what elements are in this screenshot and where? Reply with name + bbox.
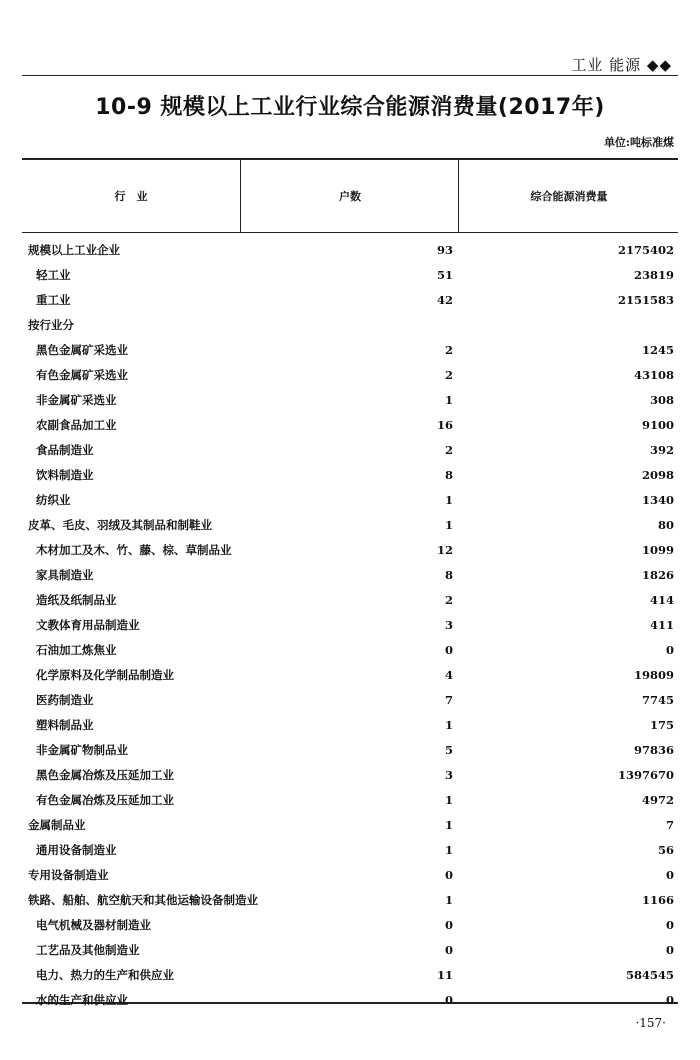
energy-consumption: 0 — [665, 868, 674, 882]
table-row — [22, 363, 678, 388]
table-row — [22, 738, 678, 763]
enterprise-count: 1 — [444, 818, 453, 832]
energy-consumption: 43108 — [633, 368, 674, 382]
column-header-energy: 综合能源消费量 — [458, 160, 679, 232]
table-row — [22, 488, 678, 513]
enterprise-count: 0 — [444, 868, 453, 882]
industry-name: 有色金属矿采选业 — [36, 368, 128, 382]
table-header — [22, 160, 678, 233]
industry-name: 规模以上工业企业 — [28, 243, 120, 257]
industry-name: 黑色金属矿采选业 — [36, 343, 128, 357]
column-header-count: 户数 — [240, 160, 459, 232]
energy-consumption: 7 — [665, 818, 674, 832]
enterprise-count: 8 — [444, 568, 453, 582]
table-row — [22, 263, 678, 288]
energy-consumption: 1245 — [641, 343, 674, 357]
enterprise-count: 1 — [444, 793, 453, 807]
table-row — [22, 513, 678, 538]
table-row — [22, 313, 678, 338]
enterprise-count: 2 — [444, 343, 453, 357]
energy-consumption: 1340 — [641, 493, 674, 507]
page-number: ·157· — [635, 1016, 666, 1030]
enterprise-count: 1 — [444, 843, 453, 857]
table-row — [22, 813, 678, 838]
enterprise-count: 3 — [444, 618, 453, 632]
table-body — [22, 238, 678, 1013]
table-row — [22, 763, 678, 788]
energy-consumption: 1099 — [641, 543, 674, 557]
industry-name: 按行业分 — [28, 318, 74, 332]
energy-consumption: 23819 — [633, 268, 674, 282]
table-row — [22, 588, 678, 613]
energy-consumption: 414 — [649, 593, 674, 607]
table-row — [22, 388, 678, 413]
industry-name: 医药制造业 — [36, 693, 94, 707]
industry-name: 纺织业 — [36, 493, 71, 507]
energy-consumption: 19809 — [633, 668, 674, 682]
energy-consumption: 2151583 — [617, 293, 674, 307]
industry-name: 家具制造业 — [36, 568, 94, 582]
energy-consumption: 392 — [649, 443, 674, 457]
industry-name: 金属制品业 — [28, 818, 86, 832]
industry-name: 塑料制品业 — [36, 718, 94, 732]
energy-consumption: 175 — [649, 718, 674, 732]
energy-consumption: 1826 — [641, 568, 674, 582]
data-table — [22, 158, 678, 1007]
table-row — [22, 288, 678, 313]
industry-name: 农副食品加工业 — [36, 418, 117, 432]
industry-name: 电力、热力的生产和供应业 — [36, 968, 174, 982]
table-row — [22, 688, 678, 713]
enterprise-count: 51 — [436, 268, 453, 282]
enterprise-count: 7 — [444, 693, 453, 707]
column-header-industry: 行 业 — [114, 190, 148, 203]
enterprise-count: 93 — [436, 243, 453, 257]
industry-name: 文教体育用品制造业 — [36, 618, 140, 632]
enterprise-count: 2 — [444, 593, 453, 607]
energy-consumption: 308 — [649, 393, 674, 407]
table-row — [22, 613, 678, 638]
industry-name: 木材加工及木、竹、藤、棕、草制品业 — [36, 543, 232, 557]
table-row — [22, 788, 678, 813]
industry-name: 电气机械及器材制造业 — [36, 918, 151, 932]
industry-name: 重工业 — [36, 293, 71, 307]
table-row — [22, 638, 678, 663]
enterprise-count: 1 — [444, 718, 453, 732]
header-rule — [22, 75, 678, 76]
industry-name: 轻工业 — [36, 268, 71, 282]
enterprise-count: 11 — [436, 968, 453, 982]
energy-consumption: 411 — [649, 618, 674, 632]
unit-label: 单位:吨标准煤 — [603, 136, 674, 149]
industry-name: 石油加工炼焦业 — [36, 643, 117, 657]
enterprise-count: 5 — [444, 743, 453, 757]
enterprise-count: 1 — [444, 518, 453, 532]
energy-consumption: 9100 — [641, 418, 674, 432]
energy-consumption: 0 — [665, 918, 674, 932]
industry-name: 铁路、船舶、航空航天和其他运输设备制造业 — [28, 893, 258, 907]
enterprise-count: 0 — [444, 993, 453, 1007]
industry-name: 工艺品及其他制造业 — [36, 943, 140, 957]
enterprise-count: 1 — [444, 393, 453, 407]
table-row — [22, 963, 678, 988]
table-row — [22, 663, 678, 688]
energy-consumption: 80 — [657, 518, 674, 532]
enterprise-count: 42 — [436, 293, 453, 307]
running-head: 工业 能源 ◆◆ — [571, 56, 672, 74]
energy-consumption: 4972 — [641, 793, 674, 807]
table-row — [22, 238, 678, 263]
enterprise-count: 4 — [444, 668, 453, 682]
industry-name: 黑色金属冶炼及压延加工业 — [36, 768, 174, 782]
energy-consumption: 0 — [665, 943, 674, 957]
table-row — [22, 463, 678, 488]
energy-consumption: 2175402 — [617, 243, 674, 257]
enterprise-count: 12 — [436, 543, 453, 557]
industry-name: 皮革、毛皮、羽绒及其制品和制鞋业 — [28, 518, 212, 532]
industry-name: 食品制造业 — [36, 443, 94, 457]
enterprise-count: 0 — [444, 643, 453, 657]
table-row — [22, 538, 678, 563]
energy-consumption: 584545 — [625, 968, 674, 982]
table-row — [22, 913, 678, 938]
industry-name: 有色金属冶炼及压延加工业 — [36, 793, 174, 807]
industry-name: 水的生产和供应业 — [36, 993, 128, 1007]
industry-name: 专用设备制造业 — [28, 868, 109, 882]
enterprise-count: 2 — [444, 443, 453, 457]
energy-consumption: 2098 — [641, 468, 674, 482]
industry-name: 通用设备制造业 — [36, 843, 117, 857]
industry-name: 非金属矿采选业 — [36, 393, 117, 407]
table-row — [22, 563, 678, 588]
enterprise-count: 16 — [436, 418, 453, 432]
industry-name: 造纸及纸制品业 — [36, 593, 117, 607]
enterprise-count: 8 — [444, 468, 453, 482]
table-row — [22, 838, 678, 863]
industry-name: 饮料制造业 — [36, 468, 94, 482]
table-row — [22, 413, 678, 438]
energy-consumption: 56 — [657, 843, 674, 857]
enterprise-count: 0 — [444, 943, 453, 957]
enterprise-count: 3 — [444, 768, 453, 782]
enterprise-count: 0 — [444, 918, 453, 932]
page-title: 10-9 规模以上工业行业综合能源消费量(2017年) — [95, 95, 605, 120]
table-row — [22, 338, 678, 363]
table-row — [22, 713, 678, 738]
energy-consumption: 1166 — [641, 893, 674, 907]
industry-name: 非金属矿物制品业 — [36, 743, 128, 757]
energy-consumption: 0 — [665, 993, 674, 1007]
enterprise-count: 1 — [444, 893, 453, 907]
enterprise-count: 2 — [444, 368, 453, 382]
energy-consumption: 7745 — [641, 693, 674, 707]
table-row — [22, 438, 678, 463]
table-row — [22, 888, 678, 913]
table-row — [22, 863, 678, 888]
enterprise-count: 1 — [444, 493, 453, 507]
industry-name: 化学原料及化学制品制造业 — [36, 668, 174, 682]
table-row — [22, 938, 678, 963]
energy-consumption: 1397670 — [617, 768, 674, 782]
energy-consumption: 0 — [665, 643, 674, 657]
energy-consumption: 97836 — [633, 743, 674, 757]
table-row — [22, 988, 678, 1013]
